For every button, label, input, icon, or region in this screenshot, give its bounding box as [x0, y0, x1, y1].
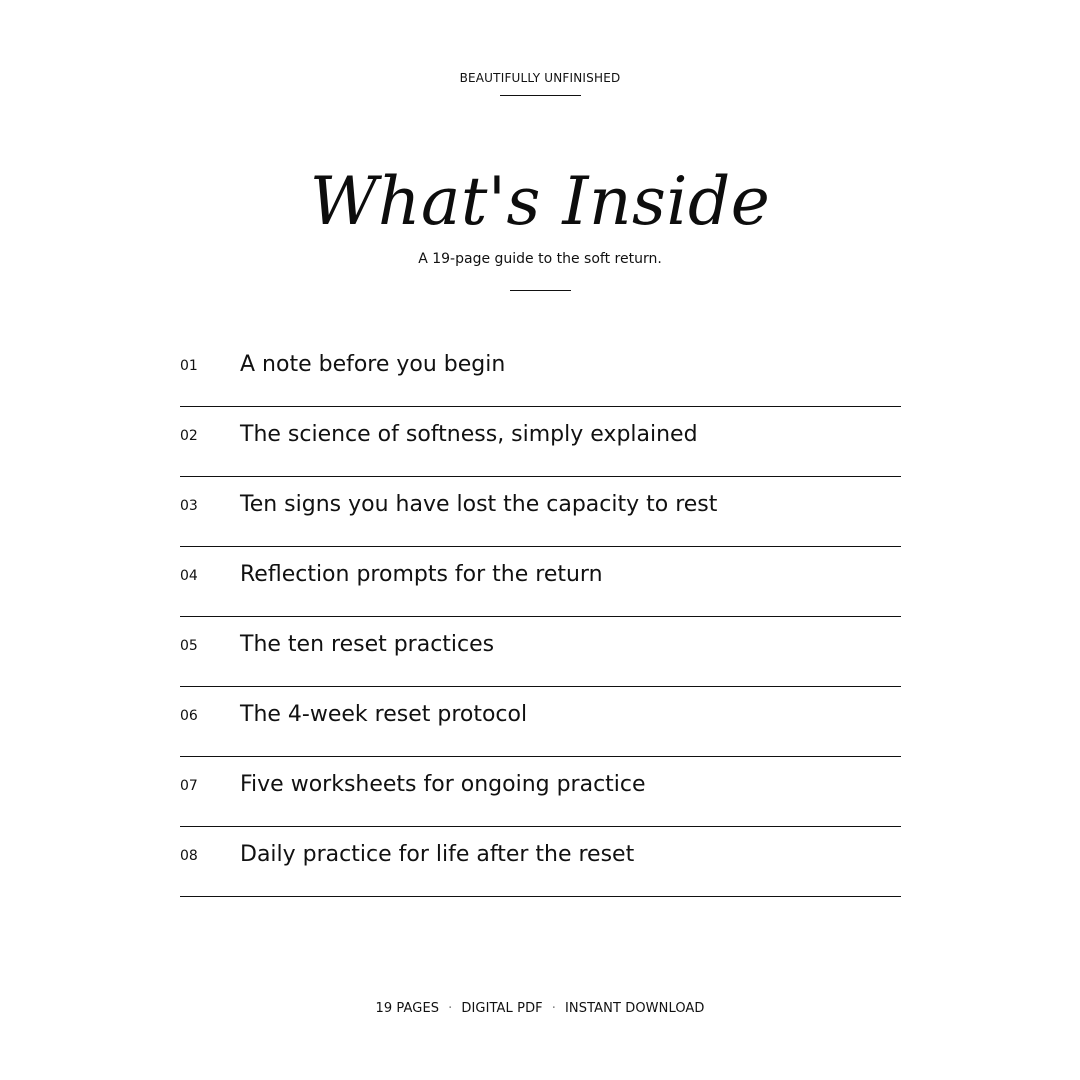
page-title: What's Inside — [309, 163, 771, 240]
toc-row — [180, 687, 901, 757]
toc-title: Ten signs you have lost the capacity to rest — [240, 492, 718, 517]
toc-number: 02 — [180, 428, 198, 444]
toc-title: The 4-week reset protocol — [240, 702, 528, 727]
footer-delivery: INSTANT DOWNLOAD — [565, 1001, 705, 1016]
page-subtitle: A 19-page guide to the soft return. — [418, 251, 662, 267]
toc-row — [180, 337, 901, 407]
toc-title: The ten reset practices — [240, 632, 495, 657]
toc-title: The science of softness, simply explained — [240, 422, 698, 447]
toc-title: Daily practice for life after the reset — [240, 842, 635, 867]
toc-number: 04 — [180, 568, 198, 584]
footer-meta — [0, 1001, 1080, 1016]
toc-row — [180, 547, 901, 617]
toc-number: 08 — [180, 848, 198, 864]
toc-number: 01 — [180, 358, 198, 374]
toc-row — [180, 407, 901, 477]
brand-divider — [500, 95, 581, 96]
toc-title: Five worksheets for ongoing practice — [240, 772, 646, 797]
toc-number: 05 — [180, 638, 198, 654]
toc-number: 06 — [180, 708, 198, 724]
toc-row — [180, 827, 901, 897]
footer-separator: · — [448, 1001, 453, 1016]
footer-format: DIGITAL PDF — [461, 1001, 543, 1016]
toc-row — [180, 617, 901, 687]
toc-row — [180, 477, 901, 547]
toc-row — [180, 757, 901, 827]
toc-number: 03 — [180, 498, 198, 514]
footer-pages: 19 PAGES — [375, 1001, 440, 1016]
toc-number: 07 — [180, 778, 198, 794]
brand-label: BEAUTIFULLY UNFINISHED — [459, 71, 621, 85]
footer-separator: · — [551, 1001, 556, 1016]
table-of-contents — [180, 337, 901, 897]
toc-title: Reflection prompts for the return — [240, 562, 603, 587]
toc-title: A note before you begin — [240, 352, 506, 377]
title-divider — [510, 290, 571, 291]
